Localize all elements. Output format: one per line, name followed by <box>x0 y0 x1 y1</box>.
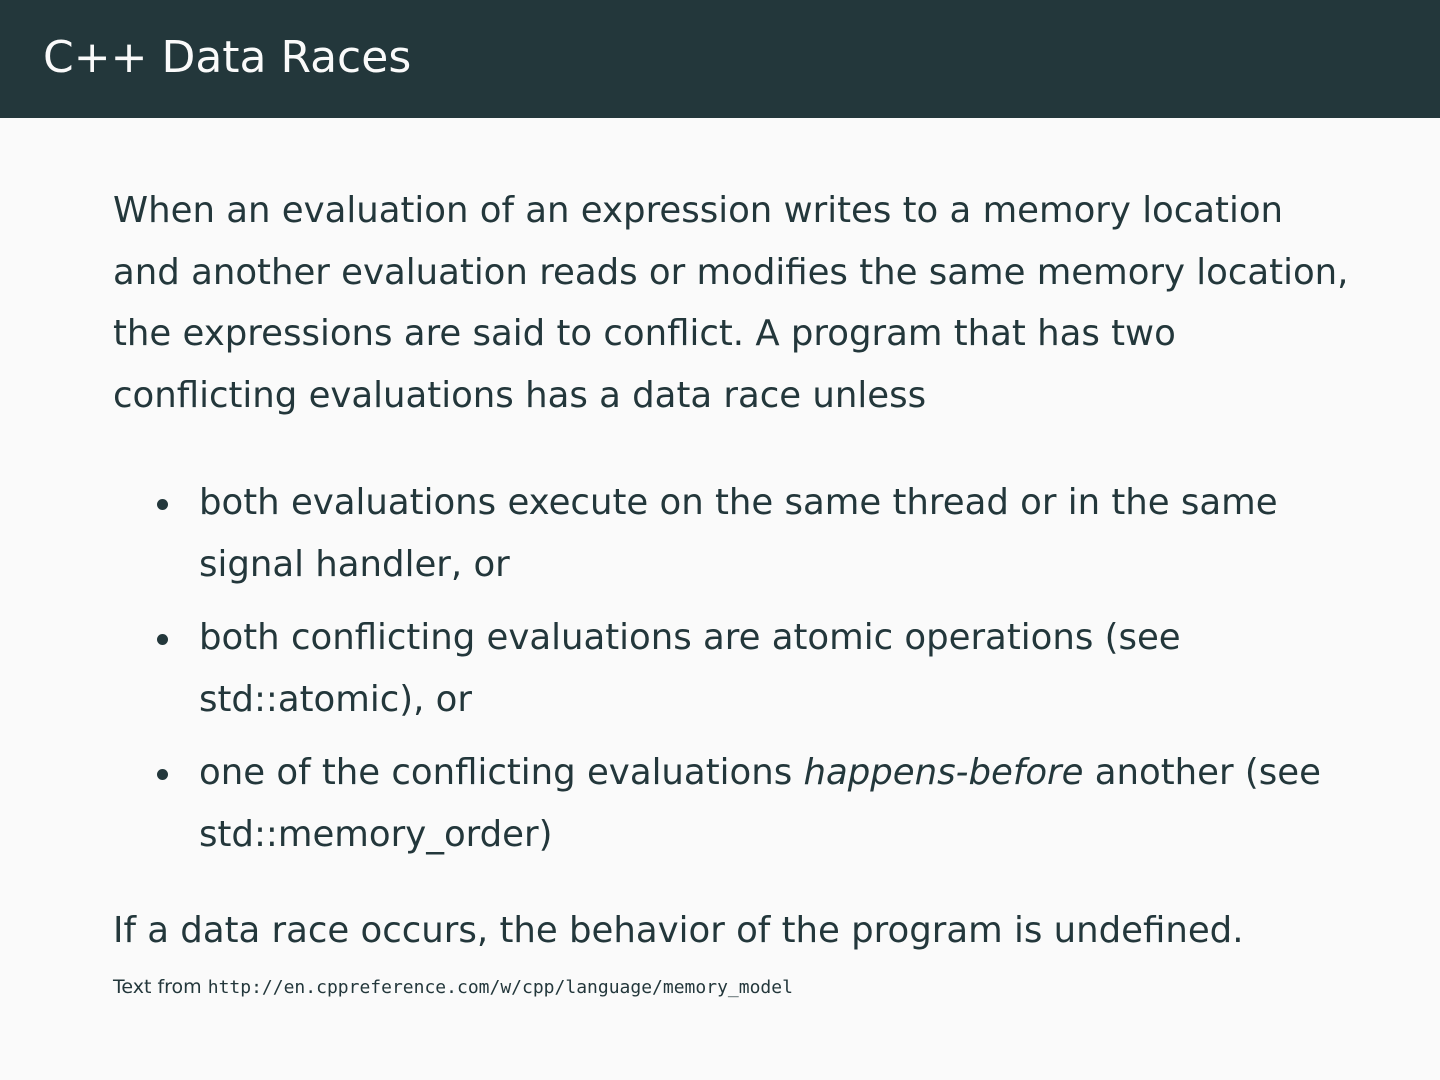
bullet-icon <box>157 634 168 645</box>
slide-body <box>113 180 1353 1001</box>
list-item-text-before: one of the conflicting evaluations <box>199 752 804 793</box>
list-item-text-after: another (see std::memory_order) <box>199 752 1321 855</box>
list-item-text: both conflicting evaluations are atomic operations (see std::atomic), or <box>199 617 1181 720</box>
conditions-list <box>113 472 1353 866</box>
source-citation <box>113 974 1353 1001</box>
slide-header <box>0 0 1440 118</box>
slide-title: C++ Data Races <box>43 32 412 83</box>
happens-before-term: happens-before <box>803 752 1084 793</box>
source-prefix: Text from <box>113 976 208 998</box>
source-url: http://en.cppreference.com/w/cpp/language/memory_model <box>207 977 793 998</box>
intro-paragraph: When an evaluation of an expression writes to a memory location and another evaluation reads or modifies the same memory location, the expressions are said to conflict. A program that has two conflicting evaluations has a data race unless <box>113 190 1349 416</box>
list-item-text: both evaluations execute on the same thread or in the same signal handler, or <box>199 482 1278 585</box>
conclusion-paragraph: If a data race occurs, the behavior of the program is undefined. <box>113 910 1244 951</box>
list-item <box>113 472 1353 596</box>
bullet-icon <box>157 769 168 780</box>
list-item <box>113 607 1353 731</box>
bullet-icon <box>157 499 168 510</box>
list-item <box>113 742 1353 866</box>
